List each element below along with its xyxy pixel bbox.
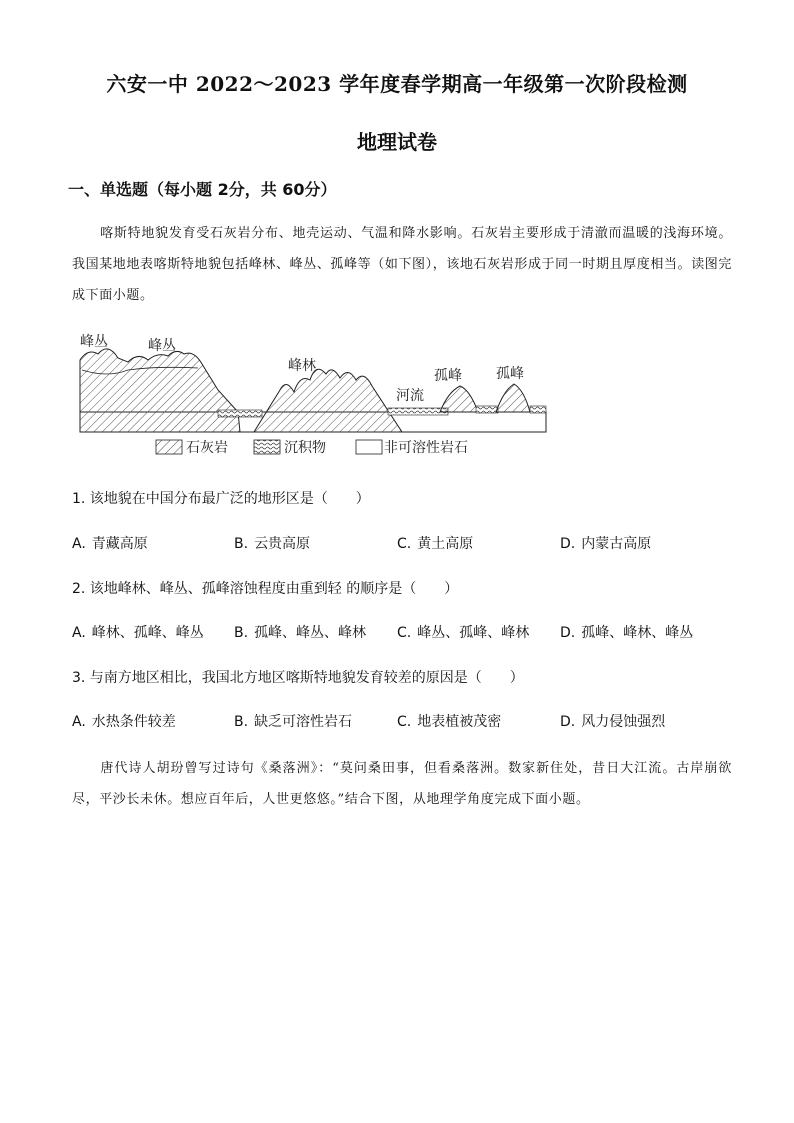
legend-sediment-label: 沉积物: [284, 440, 326, 456]
passage-1: [72, 218, 732, 311]
label-fengcong-2: 峰丛: [148, 338, 176, 354]
option-letter: C.: [397, 536, 412, 552]
sediment-left: [218, 410, 262, 417]
sediment-right: [530, 406, 546, 413]
passage-2-text: 唐代诗人胡玢曾写过诗句《桑落洲》：“莫问桑田事，但看桑落洲。数家新住处，昔日大江流。古岸崩欲尽，平沙长未休。想应百年后，人世更悠悠。”结合下图，从地理学角度完成下面小题。: [72, 761, 732, 807]
q1-option-d[interactable]: [560, 533, 651, 553]
q3-option-a[interactable]: [72, 711, 176, 731]
karst-diagram: [68, 330, 568, 465]
option-letter: D.: [560, 536, 576, 552]
option-text: 风力侵蚀强烈: [581, 714, 666, 730]
question-1-stem: 1. 该地貌在中国分布最广泛的地形区是（ ）: [72, 491, 370, 507]
q2-option-b[interactable]: [234, 622, 366, 642]
question-2-stem: 2. 该地峰林、峰丛、孤峰溶蚀程度由重到轻 的顺序是（ ）: [72, 581, 459, 597]
q3-option-c[interactable]: [397, 711, 501, 731]
legend-limestone-swatch: [156, 440, 182, 454]
option-text: 地表植被茂密: [417, 714, 502, 730]
option-letter: B.: [234, 625, 249, 641]
q2-option-c[interactable]: [397, 622, 529, 642]
gufeng-1: [440, 386, 478, 412]
legend-insoluble-label: 非可溶性岩石: [384, 440, 468, 456]
q3-option-b[interactable]: [234, 711, 352, 731]
exam-subtitle: 地理试卷: [357, 130, 437, 154]
q3-option-d[interactable]: [560, 711, 665, 731]
label-river: 河流: [396, 388, 424, 404]
label-gufeng-2: 孤峰: [496, 366, 524, 382]
gufeng-2: [496, 384, 530, 412]
fengcong-mass: [80, 349, 240, 432]
option-text: 水热条件较差: [91, 714, 176, 730]
option-letter: B.: [234, 536, 249, 552]
label-fengcong-1: 峰丛: [80, 334, 108, 350]
option-letter: B.: [234, 714, 249, 730]
label-gufeng-1: 孤峰: [434, 368, 462, 384]
option-text: 内蒙古高原: [581, 536, 652, 552]
passage-2: [72, 753, 732, 815]
legend-insoluble-swatch: [356, 440, 382, 454]
passage-1-text: 喀斯特地貌发育受石灰岩分布、地壳运动、气温和降水影响。石灰岩主要形成于清澈而温暖的浅海环境。我国某地地表喀斯特地貌包括峰林、峰丛、孤峰等（如下图），该地石灰岩形成于同一时期且厚度相当。读图完成下面小题。: [72, 226, 732, 303]
option-text: 峰丛、孤峰、峰林: [417, 625, 530, 641]
option-text: 孤峰、峰林、峰丛: [581, 625, 694, 641]
exam-title: 六安一中 2022～2023 学年度春学期高一年级第一次阶段检测: [106, 72, 688, 96]
option-letter: D.: [560, 625, 576, 641]
legend-limestone-label: 石灰岩: [186, 440, 228, 456]
label-fenglin: 峰林: [288, 358, 316, 374]
fenglin-mass: [254, 369, 402, 432]
option-text: 峰林、孤峰、峰丛: [91, 625, 204, 641]
question-3-stem: 3. 与南方地区相比，我国北方地区喀斯特地貌发育较差的原因是（ ）: [72, 670, 524, 686]
q2-option-a[interactable]: [72, 622, 204, 642]
option-letter: A.: [72, 536, 86, 552]
q2-option-d[interactable]: [560, 622, 693, 642]
option-text: 孤峰、峰丛、峰林: [254, 625, 367, 641]
option-letter: A.: [72, 625, 86, 641]
option-letter: D.: [560, 714, 576, 730]
river-sediment: [388, 408, 448, 415]
q1-option-c[interactable]: [397, 533, 473, 553]
legend-sediment-swatch: [254, 440, 280, 454]
q1-option-a[interactable]: [72, 533, 148, 553]
option-letter: C.: [397, 625, 412, 641]
option-text: 缺乏可溶性岩石: [254, 714, 353, 730]
option-letter: A.: [72, 714, 86, 730]
option-text: 黄土高原: [417, 536, 474, 552]
section-heading: 一、单选题（每小题 2分，共 60分）: [68, 180, 337, 199]
sediment-mid: [476, 406, 498, 413]
karst-figure: [68, 330, 568, 465]
option-letter: C.: [397, 714, 412, 730]
option-text: 青藏高原: [91, 536, 148, 552]
option-text: 云贵高原: [254, 536, 311, 552]
q1-option-b[interactable]: [234, 533, 310, 553]
